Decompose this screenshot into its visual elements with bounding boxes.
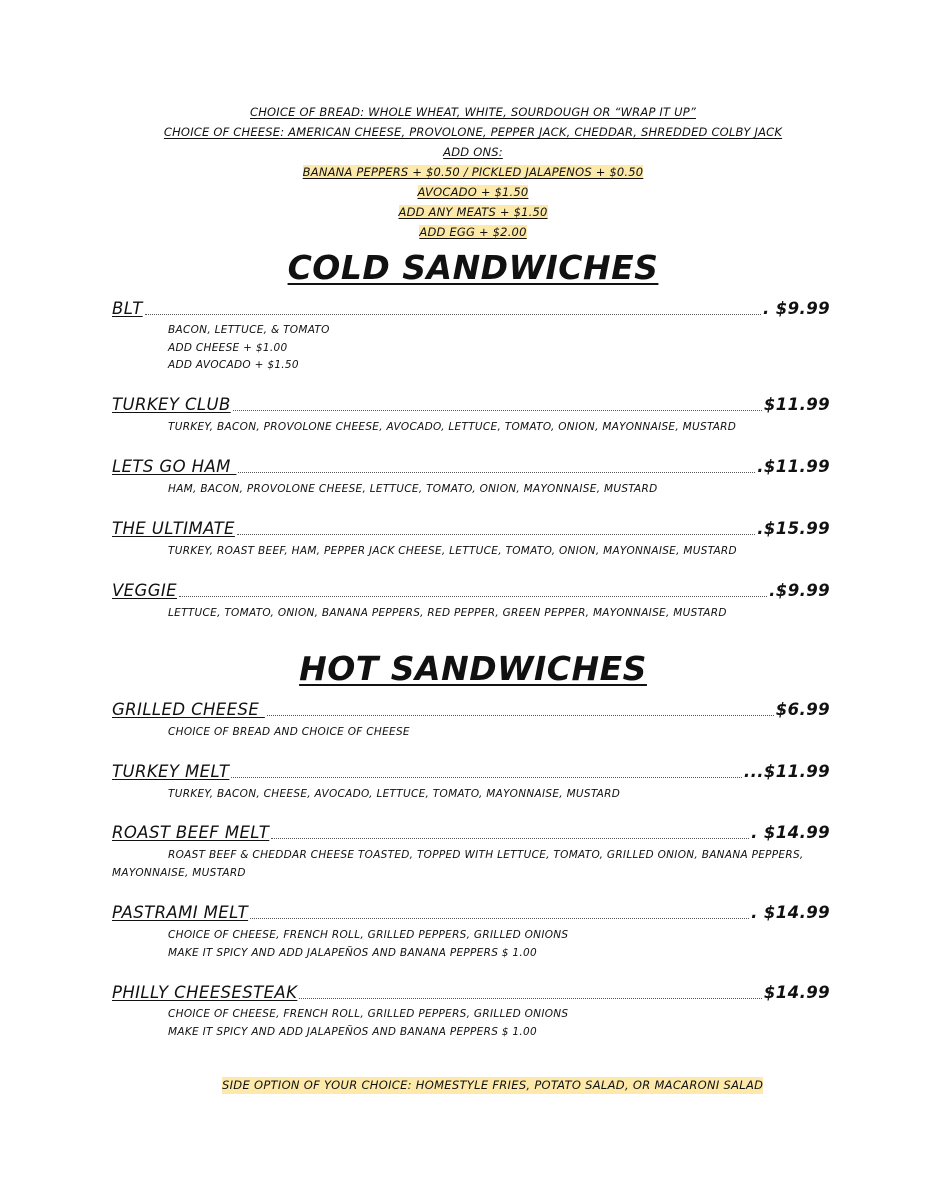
item-price: . $14.99 [751,823,830,842]
dot-leader [231,777,742,778]
item-description: BACON, LETTUCE, & TOMATO ADD CHEESE + $1.00 ADD AVOCADO + $1.50 [168,324,330,371]
item-name: LETS GO HAM [112,457,237,476]
item-price: .$11.99 [757,457,830,476]
item-price: . $9.99 [762,299,830,318]
addon-egg: ADD EGG + $2.00 [419,225,527,239]
cold-sandwiches-title: COLD SANDWICHES [287,248,659,287]
bread-choice: CHOICE OF BREAD: WHOLE WHEAT, WHITE, SOURDOUGH OR “WRAP IT UP” [249,105,697,119]
dot-leader [179,596,767,597]
item-name: TURKEY CLUB [112,395,231,414]
addons-title: ADD ONS: [443,145,503,159]
addon-avocado: AVOCADO + $1.50 [417,185,529,199]
menu-item-the-ultimate [112,518,830,540]
item-price: . $14.99 [751,903,830,922]
menu-item-blt [112,298,830,320]
menu-item-lets-go-ham [112,456,830,478]
item-name: PASTRAMI MELT [112,903,249,922]
dot-leader [299,998,762,999]
menu-item-pastrami-melt [112,902,830,924]
item-name: GRILLED CHEESE [112,700,265,719]
menu-item-philly-cheesesteak [112,982,830,1004]
dot-leader [145,314,761,315]
item-description: TURKEY, ROAST BEEF, HAM, PEPPER JACK CHEESE, LETTUCE, TOMATO, ONION, MAYONNAISE, MUSTARD [168,545,737,557]
menu-item-turkey-melt [112,761,830,783]
item-description: ROAST BEEF & CHEDDAR CHEESE TOASTED, TOPPED WITH LETTUCE, TOMATO, GRILLED ONION, BANANA PEPPERS, MAYONNAISE, MUSTARD [112,849,804,879]
item-name: TURKEY MELT [112,762,230,781]
item-description: LETTUCE, TOMATO, ONION, BANANA PEPPERS, RED PEPPER, GREEN PEPPER, MAYONNAISE, MUSTARD [168,607,727,619]
menu-item-roast-beef-melt [112,822,830,844]
item-price: $11.99 [763,395,830,414]
item-price: .$9.99 [769,581,830,600]
item-price: $6.99 [775,700,830,719]
menu-item-turkey-club [112,394,830,416]
item-name: THE ULTIMATE [112,519,235,538]
item-name: PHILLY CHEESESTEAK [112,983,298,1002]
addon-peppers: BANANA PEPPERS + $0.50 / PICKLED JALAPENOS + $0.50 [302,165,644,179]
item-description: TURKEY, BACON, CHEESE, AVOCADO, LETTUCE, TOMATO, MAYONNAISE, MUSTARD [168,788,621,800]
item-name: ROAST BEEF MELT [112,823,270,842]
item-price: $14.99 [763,983,830,1002]
item-description: CHOICE OF CHEESE, FRENCH ROLL, GRILLED PEPPERS, GRILLED ONIONS MAKE IT SPICY AND ADD JALAPEÑOS AND BANANA PEPPERS $ 1.00 [168,929,569,959]
dot-leader [267,715,774,716]
side-options-note: SIDE OPTION OF YOUR CHOICE: HOMESTYLE FRIES, POTATO SALAD, OR MACARONI SALAD [222,1078,764,1092]
item-name: VEGGIE [112,581,177,600]
item-description: TURKEY, BACON, PROVOLONE CHEESE, AVOCADO, LETTUCE, TOMATO, ONION, MAYONNAISE, MUSTARD [168,421,737,433]
addon-meats: ADD ANY MEATS + $1.50 [398,205,548,219]
cheese-choice: CHOICE OF CHEESE: AMERICAN CHEESE, PROVOLONE, PEPPER JACK, CHEDDAR, SHREDDED COLBY JACK [163,125,783,139]
item-price: ...$11.99 [743,762,830,781]
dot-leader [271,838,749,839]
item-name: BLT [112,299,143,318]
menu-item-veggie [112,580,830,602]
item-description: CHOICE OF BREAD AND CHOICE OF CHEESE [168,726,410,738]
item-description: CHOICE OF CHEESE, FRENCH ROLL, GRILLED PEPPERS, GRILLED ONIONS MAKE IT SPICY AND ADD JALAPEÑOS AND BANANA PEPPERS $ 1.00 [168,1008,569,1038]
dot-leader [237,534,755,535]
item-description: HAM, BACON, PROVOLONE CHEESE, LETTUCE, TOMATO, ONION, MAYONNAISE, MUSTARD [168,483,658,495]
menu-item-grilled-cheese [112,699,830,721]
dot-leader [233,410,762,411]
hot-sandwiches-title: HOT SANDWICHES [299,649,647,688]
dot-leader [250,918,749,919]
item-price: .$15.99 [757,519,830,538]
dot-leader [238,472,755,473]
